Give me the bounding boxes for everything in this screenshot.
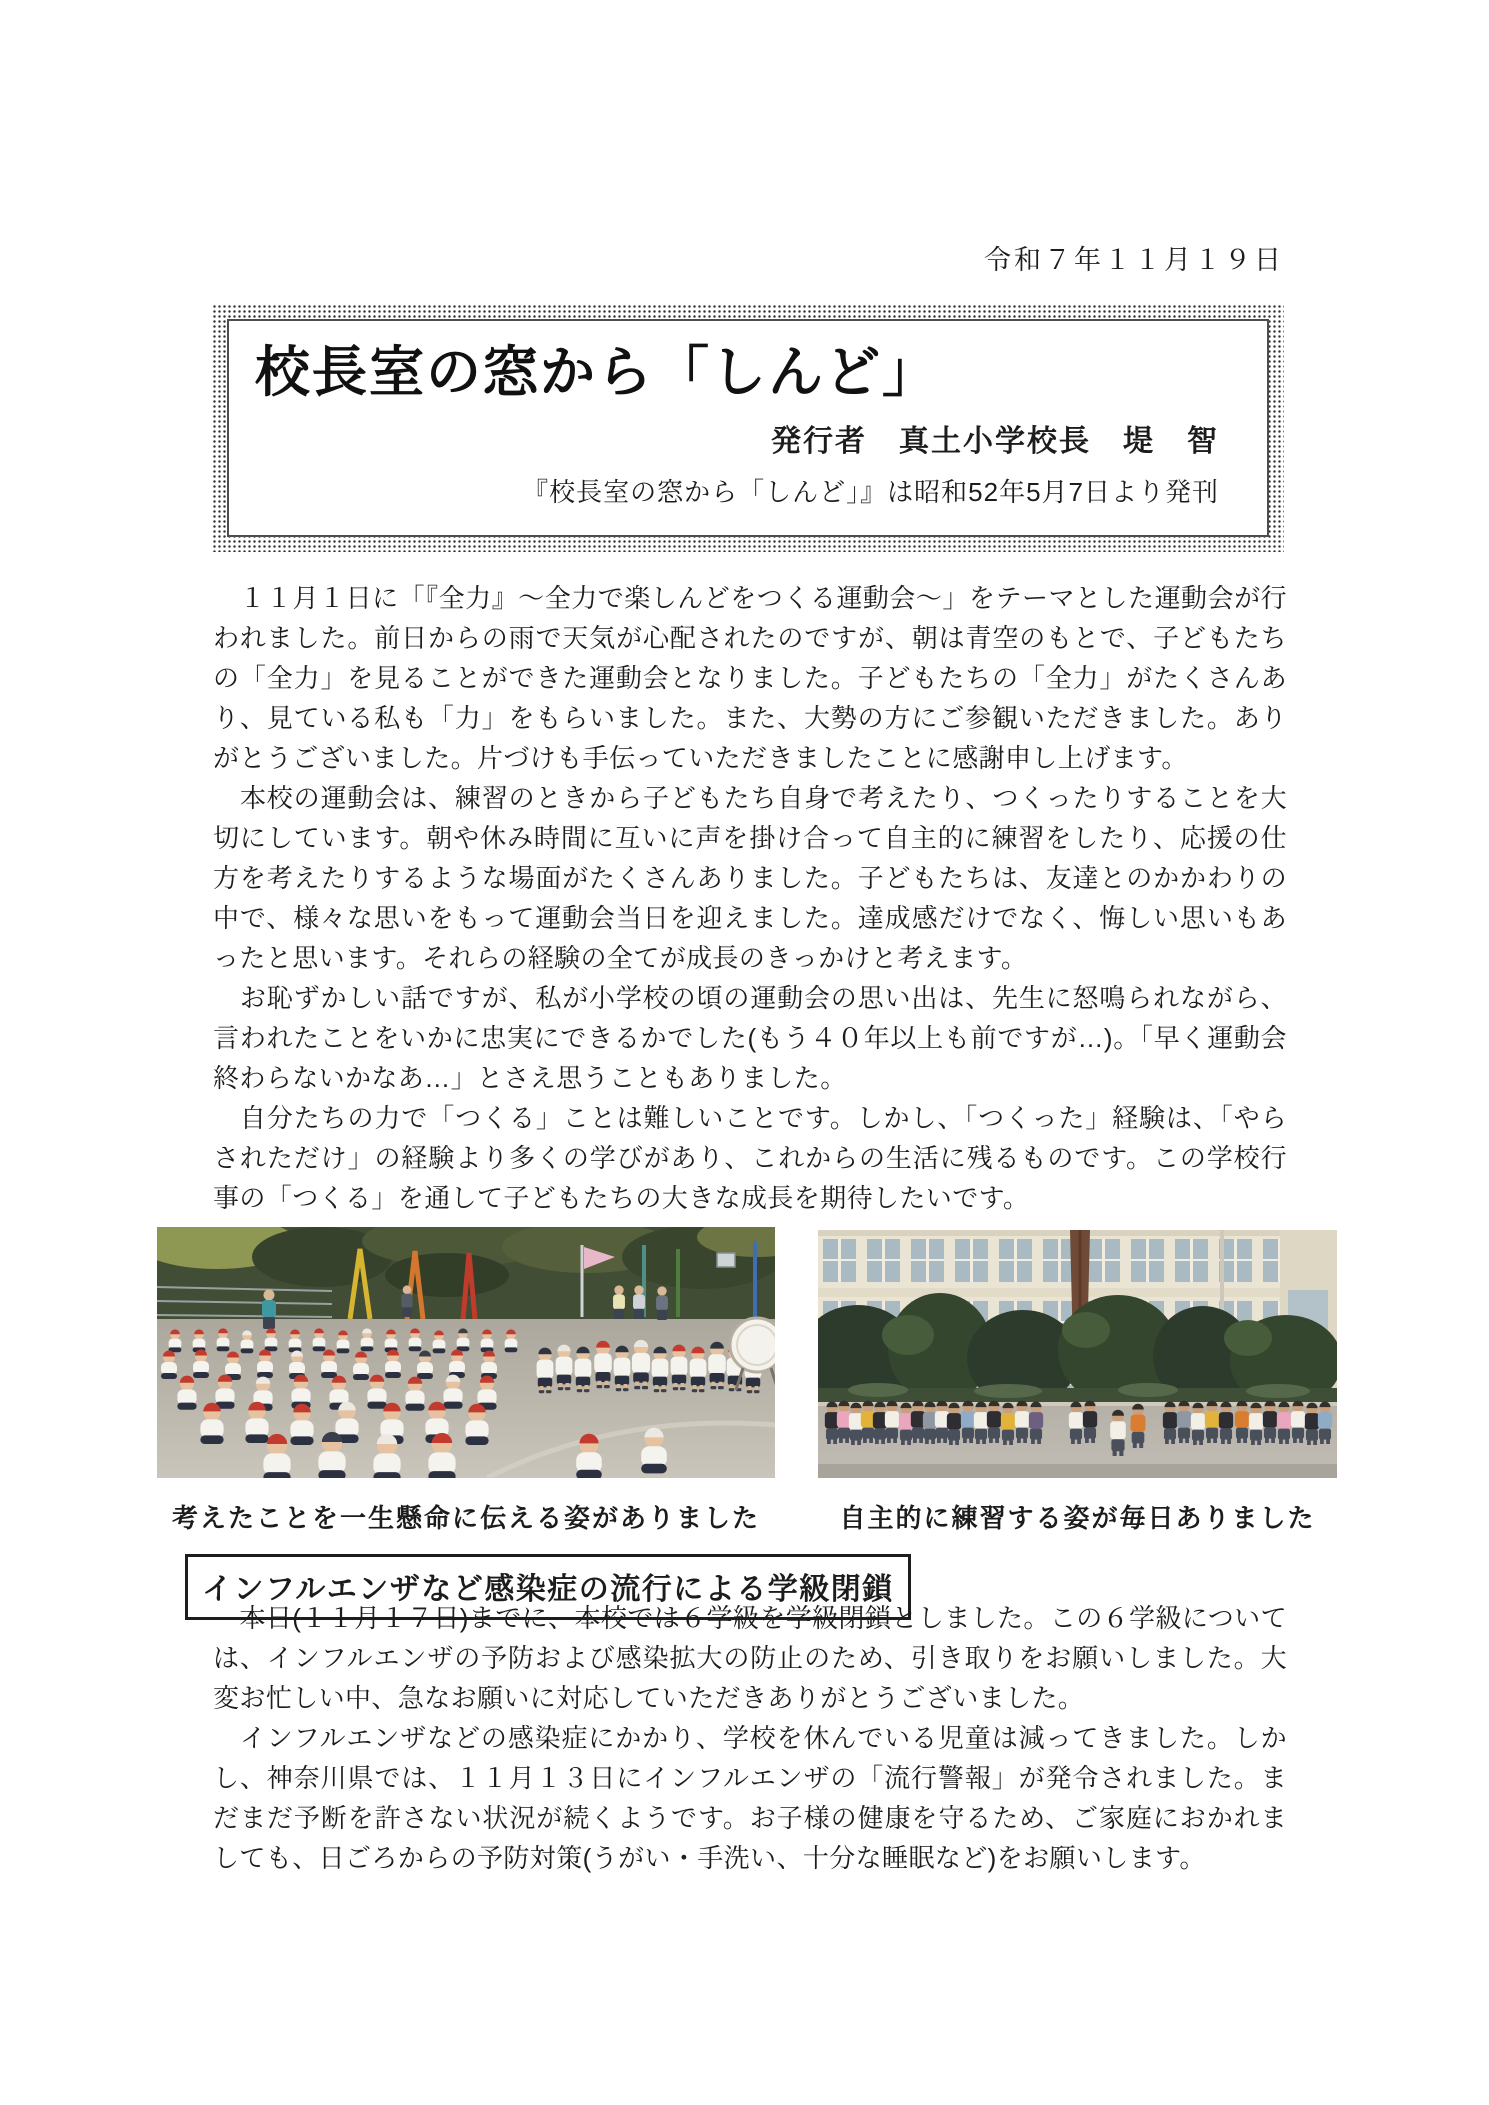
practice-photo-illustration xyxy=(818,1230,1337,1478)
masthead-inner-frame xyxy=(227,319,1269,537)
founding-line: 『校長室の窓から「しんど」』は昭和52年5月7日より発刊 xyxy=(522,477,1219,508)
photo-daily-practice xyxy=(818,1230,1337,1478)
article-sports-day xyxy=(213,578,1287,1218)
paragraph: 本日(１１月１７日)までに、本校では６学級を学級閉鎖としました。この６学級については、インフルエンザの予防および感染拡大の防止のため、引き取りをお願いしました。大変お忙しい中、急なお願いに対応していただきありがとうございました。 xyxy=(213,1603,1287,1713)
section-heading-influenza: インフルエンザなど感染症の流行による学級閉鎖 xyxy=(185,1554,911,1620)
masthead-box xyxy=(212,304,1284,552)
newsletter-title: 校長室の窓から「しんど」 xyxy=(255,341,940,403)
publisher-line: 発行者 真土小学校長 堤 智 xyxy=(771,425,1219,459)
sports-day-photo-illustration xyxy=(157,1227,775,1478)
issue-date: 令和７年１１月１９日 xyxy=(984,245,1284,275)
caption-left-photo: 考えたことを一生懸命に伝える姿がありました xyxy=(171,1503,760,1533)
caption-right-photo: 自主的に練習する姿が毎日ありました xyxy=(839,1503,1316,1533)
paragraph: １１月１日に「『全力』～全力で楽しんどをつくる運動会～」をテーマとした運動会が行われました。前日からの雨で天気が心配されたのですが、朝は青空のもとで、子どもたちの「全力」を見ることができた運動会となりました。子どもたちの「全力」がたくさんあり、見ている私も「力」をもらいました。また、大勢の方にご参観いただきました。ありがとうございました。片づけも手伝っていただきましたことに感謝申し上げます。 xyxy=(213,583,1287,773)
paragraph: 自分たちの力で「つくる」ことは難しいことです。しかし、「つくった」経験は、「やらされただけ」の経験より多くの学びがあり、これからの生活に残るものです。この学校行事の「つくる」を通して子どもたちの大きな成長を期待したいです。 xyxy=(213,1103,1287,1213)
article-influenza xyxy=(213,1598,1287,1878)
photo-sports-day-meeting xyxy=(157,1227,775,1478)
paragraph: お恥ずかしい話ですが、私が小学校の頃の運動会の思い出は、先生に怒鳴られながら、言われたことをいかに忠実にできるかでした(もう４０年以上も前ですが…)。「早く運動会終わらないかなあ…」とさえ思うこともありました。 xyxy=(213,983,1287,1093)
paragraph: 本校の運動会は、練習のときから子どもたち自身で考えたり、つくったりすることを大切にしています。朝や休み時間に互いに声を掛け合って自主的に練習をしたり、応援の仕方を考えたりするような場面がたくさんありました。子どもたちは、友達とのかかわりの中で、様々な思いをもって運動会当日を迎えました。達成感だけでなく、悔しい思いもあったと思います。それらの経験の全てが成長のきっかけと考えます。 xyxy=(213,783,1287,973)
paragraph: インフルエンザなどの感染症にかかり、学校を休んでいる児童は減ってきました。しかし、神奈川県では、１１月１３日にインフルエンザの「流行警報」が発令されました。まだまだ予断を許さない状況が続くようです。お子様の健康を守るため、ご家庭におかれましても、日ごろからの予防対策(うがい・手洗い、十分な睡眠など)をお願いします。 xyxy=(213,1723,1287,1873)
